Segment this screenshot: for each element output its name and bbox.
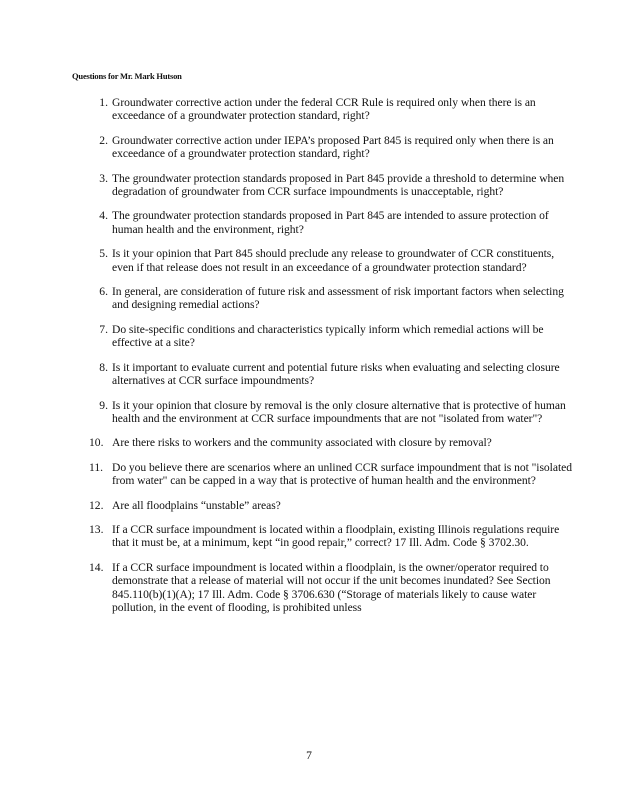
list-item (72, 209, 572, 236)
item-text: Is it your opinion that closure by removal is the only closure alternative that is protective of human health and the environment at CCR surface impoundments that are not "isolated from water"? (112, 398, 566, 425)
item-number: 4. (99, 209, 108, 223)
list-item (72, 461, 572, 488)
item-number: 9. (99, 398, 108, 412)
list-item (72, 96, 572, 123)
list-item (72, 561, 572, 615)
list-item (72, 499, 572, 512)
item-number: 7. (99, 322, 108, 336)
item-number: 3. (99, 171, 108, 185)
item-number: 12. (89, 498, 104, 512)
item-text: If a CCR surface impoundment is located within a floodplain, is the owner/operator required to demonstrate that a release of material will not occur if the unit becomes inundated? See Section 845.110(b)(1)(A); 17 Ill. Adm. Code § 3706.630 (“Storage of materials likely to cause water pollution, in the event of flooding, is prohibited unless (112, 560, 551, 614)
item-text: Are there risks to workers and the community associated with closure by removal? (112, 436, 492, 450)
list-item (72, 399, 572, 426)
item-text: Are all floodplains “unstable” areas? (112, 498, 281, 512)
list-item (72, 523, 572, 550)
item-text: Do you believe there are scenarios where an unlined CCR surface impoundment that is not "isolated from water" can be capped in a way that is protective of human health and the environment? (112, 460, 572, 488)
item-number: 8. (99, 360, 108, 374)
list-item (72, 172, 572, 199)
document-header: Questions for Mr. Mark Hutson (72, 71, 182, 81)
item-text: The groundwater protection standards proposed in Part 845 provide a threshold to determine when degradation of groundwater from CCR surface impoundments is unacceptable, right? (112, 171, 565, 199)
item-number: 6. (99, 285, 108, 299)
item-number: 10. (89, 436, 104, 450)
item-number: 2. (99, 133, 108, 147)
item-text: Groundwater corrective action under IEPA’s proposed Part 845 is required only when there is an exceedance of a groundwater protection standard, right? (112, 133, 554, 161)
item-number: 13. (89, 522, 104, 536)
item-text: The groundwater protection standards proposed in Part 845 are intended to assure protection of human health and the environment, right? (112, 209, 549, 236)
question-list (72, 96, 572, 625)
list-item (72, 247, 572, 274)
item-number: 1. (99, 96, 108, 109)
list-item (72, 361, 572, 388)
list-item (72, 436, 572, 449)
item-number: 11. (89, 460, 104, 474)
list-item (72, 323, 572, 350)
item-text: In general, are consideration of future risk and assessment of risk important factors when selecting and designing remedial actions? (112, 285, 564, 312)
item-text: If a CCR surface impoundment is located within a floodplain, existing Illinois regulations require that it must be, at a minimum, kept “in good repair,” correct? 17 Ill. Adm. Code § 3702.30. (112, 522, 560, 550)
item-number: 5. (99, 247, 108, 261)
page-number: 7 (306, 749, 312, 762)
item-text: Do site-specific conditions and characteristics typically inform which remedial actions will be effective at a site? (112, 322, 544, 350)
item-number: 14. (89, 560, 104, 574)
item-text: Is it your opinion that Part 845 should preclude any release to groundwater of CCR constituents, even if that release does not result in an exceedance of a groundwater protection standard? (112, 247, 555, 274)
list-item (72, 134, 572, 161)
list-item (72, 285, 572, 312)
item-text: Groundwater corrective action under the federal CCR Rule is required only when there is an exceedance of a groundwater protection standard, right? (112, 96, 536, 123)
item-text: Is it important to evaluate current and potential future risks when evaluating and selecting closure alternatives at CCR surface impoundments? (112, 360, 560, 388)
